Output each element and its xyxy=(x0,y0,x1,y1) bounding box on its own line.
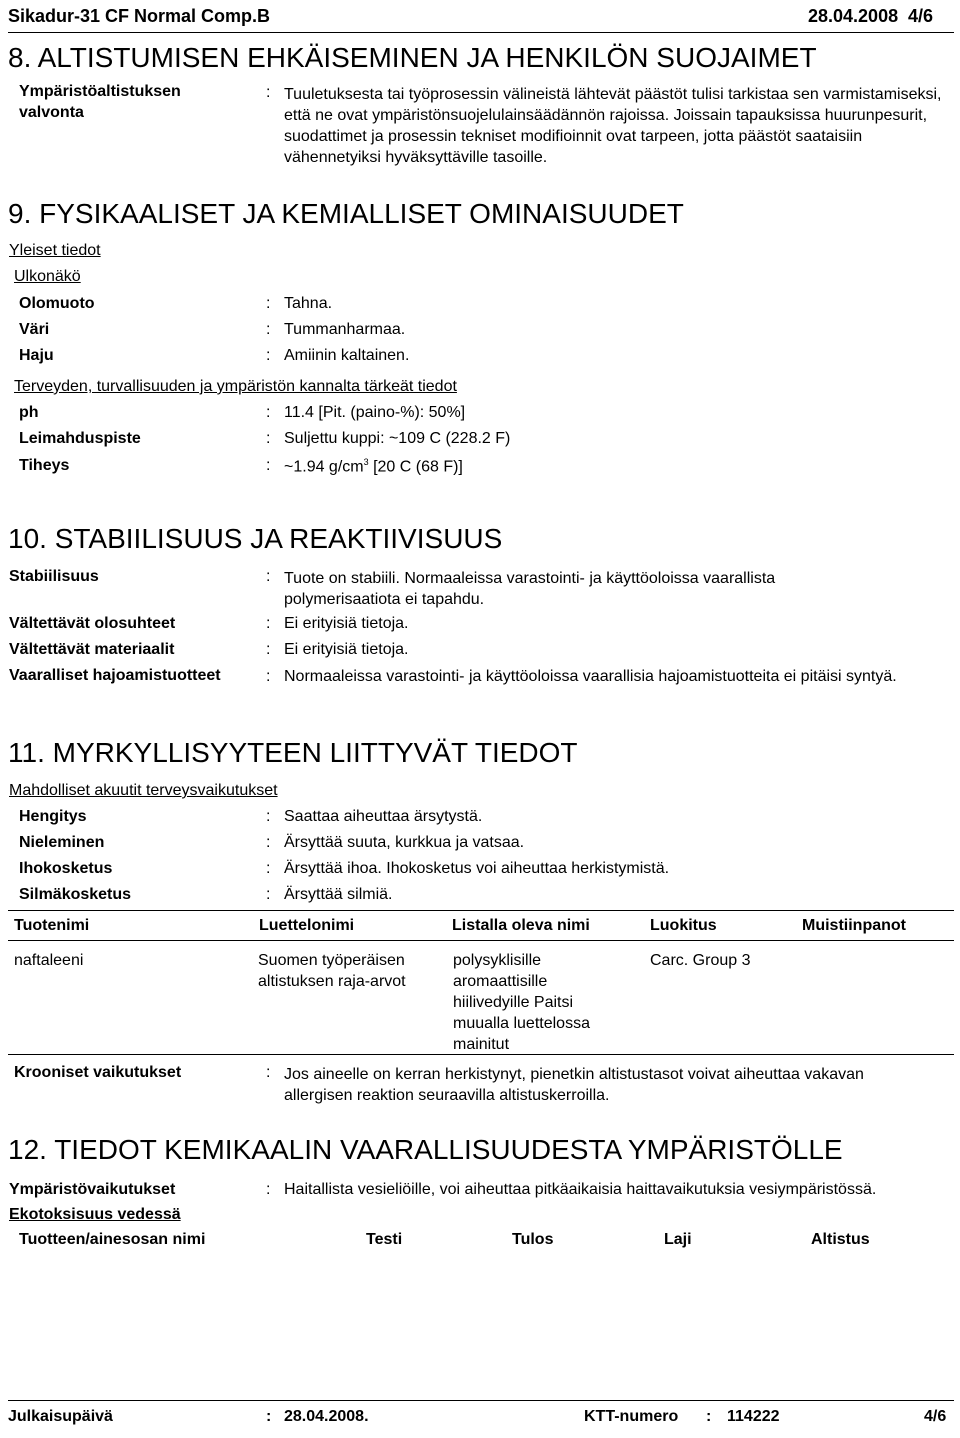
s10-row-label: Vaaralliset hajoamistuotteet xyxy=(9,667,221,684)
s9-row-value: Amiinin kaltainen. xyxy=(284,347,410,364)
s10-colon: : xyxy=(266,615,271,632)
s10-colon: : xyxy=(266,641,271,658)
s9-colon: : xyxy=(266,321,271,338)
footer-pub-label: Julkaisupäivä xyxy=(8,1408,113,1425)
section-9-title: 9. FYSIKAALISET JA KEMIALLISET OMINAISUUDET xyxy=(8,198,684,229)
table-cell: polysyklisille aromaattisille hiilivedyille Paitsi muualla luettelossa mainitut xyxy=(453,952,590,1053)
header-page: 4/6 xyxy=(908,6,934,26)
s12-col-species: Laji xyxy=(664,1231,692,1248)
footer-colon: : xyxy=(266,1408,272,1425)
s11-row-label: Hengitys xyxy=(19,808,87,825)
s9-row-label: Olomuoto xyxy=(19,295,95,312)
density-temp: [20 C (68 F)] xyxy=(368,458,463,476)
s9-density-value xyxy=(284,457,463,476)
footer-ktt-value: 114222 xyxy=(727,1408,780,1425)
footer-page: 4/6 xyxy=(924,1408,947,1425)
s9-health-title: Terveyden, turvallisuuden ja ympäristön kannalta tärkeät tiedot xyxy=(14,378,457,395)
section-10-title: 10. STABIILISUUS JA REAKTIIVISUUS xyxy=(8,523,503,554)
s11-colon: : xyxy=(266,860,271,877)
s12-colon: : xyxy=(266,1181,271,1198)
s9-density-label: Tiheys xyxy=(19,457,70,474)
s9-general: Yleiset tiedot xyxy=(9,242,101,259)
s10-row-label: Vältettävät olosuhteet xyxy=(9,615,176,632)
s9-colon: : xyxy=(266,457,271,474)
s9-health-value: Suljettu kuppi: ~109 C (228.2 F) xyxy=(284,430,511,447)
s11-row-value: Ärsyttää suuta, kurkkua ja vatsaa. xyxy=(284,834,525,851)
section-12-title: 12. TIEDOT KEMIKAALIN VAARALLISUUDESTA YMPÄRISTÖLLE xyxy=(8,1134,843,1165)
table-top-rule xyxy=(8,910,954,911)
s11-row-label: Ihokosketus xyxy=(19,860,113,877)
s9-health-label: ph xyxy=(19,404,39,421)
s11-colon: : xyxy=(266,834,271,851)
table-cell: naftaleeni xyxy=(14,952,84,969)
s11-row-value: Saattaa aiheuttaa ärsytystä. xyxy=(284,808,483,825)
s10-row-value: Tuote on stabiili. Normaaleissa varastointi- ja käyttöoloissa vaarallista polymerisaatiota ei tapahdu. xyxy=(284,570,776,608)
s8-colon: : xyxy=(266,84,271,101)
density-sup: 3 xyxy=(363,457,369,467)
s9-health-value: 11.4 [Pit. (paino-%): 50%] xyxy=(284,404,466,421)
s10-row-value: Ei erityisiä tietoja. xyxy=(284,615,409,632)
table-header-listed-name: Listalla oleva nimi xyxy=(452,917,590,934)
table-header-notes: Muistiinpanot xyxy=(802,917,906,934)
s9-row-value: Tummanharmaa. xyxy=(284,321,406,338)
footer-pub-value: 28.04.2008. xyxy=(284,1408,369,1425)
s9-colon: : xyxy=(266,295,271,312)
s12-col-result: Tulos xyxy=(512,1231,554,1248)
s9-colon: : xyxy=(266,347,271,364)
table-header-rule xyxy=(8,940,954,941)
density-base: ~1.94 g/cm xyxy=(284,458,364,476)
s9-colon: : xyxy=(266,404,271,421)
footer-colon: : xyxy=(706,1408,712,1425)
s10-row-label: Stabiilisuus xyxy=(9,568,99,585)
s12-ecotox: Ekotoksisuus vedessä xyxy=(9,1206,181,1223)
s12-col-exposure: Altistus xyxy=(811,1231,870,1248)
s11-colon: : xyxy=(266,808,271,825)
s9-colon: : xyxy=(266,430,271,447)
s9-row-label: Haju xyxy=(19,347,54,364)
table-cell: Suomen työperäisen altistuksen raja-arvot xyxy=(258,952,406,990)
s11-chronic-value: Jos aineelle on kerran herkistynyt, pienetkin altistustasot voivat aiheuttaa vakavan allergisen reaktion seuraavilla altistuskerroilla. xyxy=(284,1066,864,1104)
section-11-title: 11. MYRKYLLISYYTEEN LIITTYVÄT TIEDOT xyxy=(8,737,578,768)
s11-row-label: Nieleminen xyxy=(19,834,105,851)
s10-colon: : xyxy=(266,668,271,685)
header-date: 28.04.2008 xyxy=(808,6,899,26)
table-bottom-rule xyxy=(8,1054,954,1055)
s11-acute: Mahdolliset akuutit terveysvaikutukset xyxy=(9,782,278,799)
s11-row-label: Silmäkosketus xyxy=(19,886,132,903)
s9-row-value: Tahna. xyxy=(284,295,333,312)
s12-env-label: Ympäristövaikutukset xyxy=(9,1181,176,1198)
s11-chronic-label: Krooniset vaikutukset xyxy=(14,1064,182,1081)
s12-col-name: Tuotteen/ainesosan nimi xyxy=(19,1231,206,1248)
header-product: Sikadur-31 CF Normal Comp.B xyxy=(8,6,271,26)
footer-rule xyxy=(8,1400,954,1401)
s9-row-label: Väri xyxy=(19,321,50,338)
s8-text: Tuuletuksesta tai työprosessin välineistä lähtevät päästöt tulisi tarkistaa sen varmistamiseksi, että ne ovat ympäristönsuojelulainsäädännön rajoissa. Joissain tapauksissa huurunpesurit, suodattimet ja prosessin tekniset modifioinnit ovat tarpeen, jotta päästöt saataisiin vähennetyiksi hyväksyttäville tasoille. xyxy=(284,86,942,166)
header-divider xyxy=(8,32,954,33)
table-header-product: Tuotenimi xyxy=(14,917,90,934)
s10-row-label: Vältettävät materiaalit xyxy=(9,641,175,658)
s11-row-value: Ärsyttää ihoa. Ihokosketus voi aiheuttaa herkistymistä. xyxy=(284,860,670,877)
table-header-classification: Luokitus xyxy=(650,917,717,934)
s10-colon: : xyxy=(266,568,271,585)
s10-row-value: Normaaleissa varastointi- ja käyttöoloissa vaarallisia hajoamistuotteita ei pitäisi syntyä. xyxy=(284,668,897,685)
table-header-list: Luettelonimi xyxy=(259,917,355,934)
s11-colon: : xyxy=(266,886,271,903)
s10-row-value: Ei erityisiä tietoja. xyxy=(284,641,409,658)
s8-label-line1: Ympäristöaltistuksen xyxy=(19,83,181,100)
section-8-title: 8. ALTISTUMISEN EHKÄISEMINEN JA HENKILÖN SUOJAIMET xyxy=(8,42,817,73)
table-cell: Carc. Group 3 xyxy=(650,952,751,969)
s8-label-line2: valvonta xyxy=(19,104,84,121)
s12-env-value: Haitallista vesieliöille, voi aiheuttaa pitkäaikaisia haittavaikutuksia vesiympäristössä. xyxy=(284,1181,877,1198)
s9-health-label: Leimahduspiste xyxy=(19,430,141,447)
s9-appearance: Ulkonäkö xyxy=(14,268,81,285)
s11-colon: : xyxy=(266,1064,271,1081)
footer-ktt-label: KTT-numero xyxy=(584,1408,679,1425)
s12-col-test: Testi xyxy=(366,1231,403,1248)
s11-row-value: Ärsyttää silmiä. xyxy=(284,886,393,903)
